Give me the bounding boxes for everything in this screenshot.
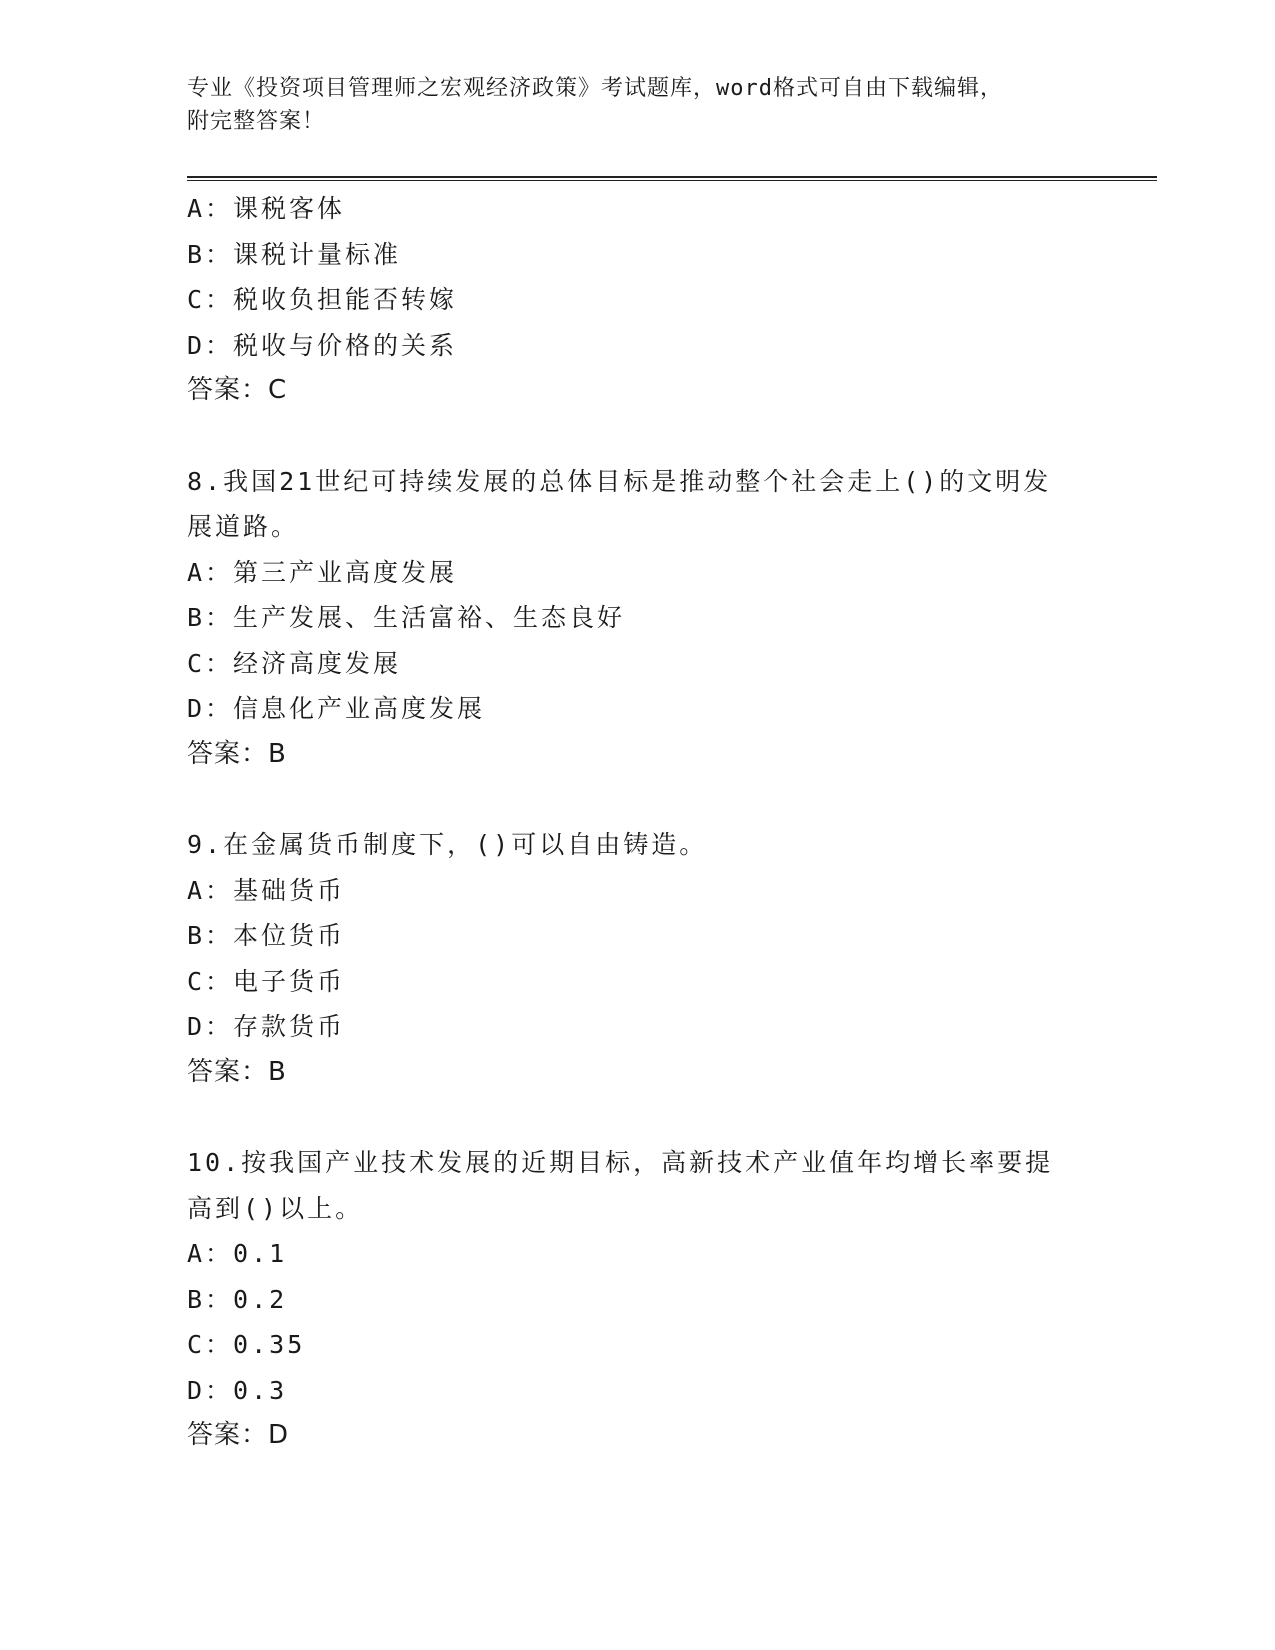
option-a: A：基础货币 bbox=[187, 875, 346, 905]
option-d: D：税收与价格的关系 bbox=[187, 330, 458, 360]
header-divider bbox=[187, 176, 1157, 181]
question-stem-line-1: 10.按我国产业技术发展的近期目标，高新技术产业值年均增长率要提 bbox=[187, 1148, 1054, 1177]
answer-line: 答案：B bbox=[187, 738, 287, 769]
answer-line: 答案：C bbox=[187, 375, 288, 405]
option-c: C：电子货币 bbox=[187, 966, 346, 996]
option-a: A：第三产业高度发展 bbox=[187, 557, 458, 587]
option-a: A：0.1 bbox=[187, 1239, 288, 1268]
question-stem-line-2: 展道路。 bbox=[187, 512, 300, 541]
option-d: D：信息化产业高度发展 bbox=[187, 694, 486, 723]
option-b: B：课税计量标准 bbox=[187, 239, 402, 269]
question-7 bbox=[187, 186, 1087, 414]
option-c: C：经济高度发展 bbox=[187, 648, 402, 678]
question-9 bbox=[187, 822, 1087, 1095]
question-8 bbox=[187, 459, 1087, 778]
option-c: C：税收负担能否转嫁 bbox=[187, 285, 458, 314]
option-c: C：0.35 bbox=[187, 1330, 306, 1359]
option-a: A：课税客体 bbox=[187, 194, 346, 223]
option-b: B：本位货币 bbox=[187, 921, 346, 950]
answer-line: 答案：D bbox=[187, 1420, 290, 1450]
option-b: B：生产发展、生活富裕、生态良好 bbox=[187, 603, 626, 632]
question-stem-line-1: 9.在金属货币制度下，()可以自由铸造。 bbox=[187, 830, 708, 859]
question-stem-line-2: 高到()以上。 bbox=[187, 1193, 364, 1223]
question-list bbox=[187, 186, 1087, 1459]
header-line-1: 专业《投资项目管理师之宏观经济政策》考试题库，word格式可自由下载编辑， bbox=[187, 76, 1003, 101]
answer-line: 答案：B bbox=[187, 1056, 287, 1087]
question-stem-line-1: 8.我国21世纪可持续发展的总体目标是推动整个社会走上()的文明发 bbox=[187, 466, 1052, 496]
question-10 bbox=[187, 1140, 1087, 1459]
option-d: D：0.3 bbox=[187, 1375, 288, 1405]
option-b: B：0.2 bbox=[187, 1284, 288, 1314]
option-d: D：存款货币 bbox=[187, 1012, 346, 1041]
document-header bbox=[187, 72, 1087, 138]
header-line-2: 附完整答案！ bbox=[187, 109, 326, 134]
